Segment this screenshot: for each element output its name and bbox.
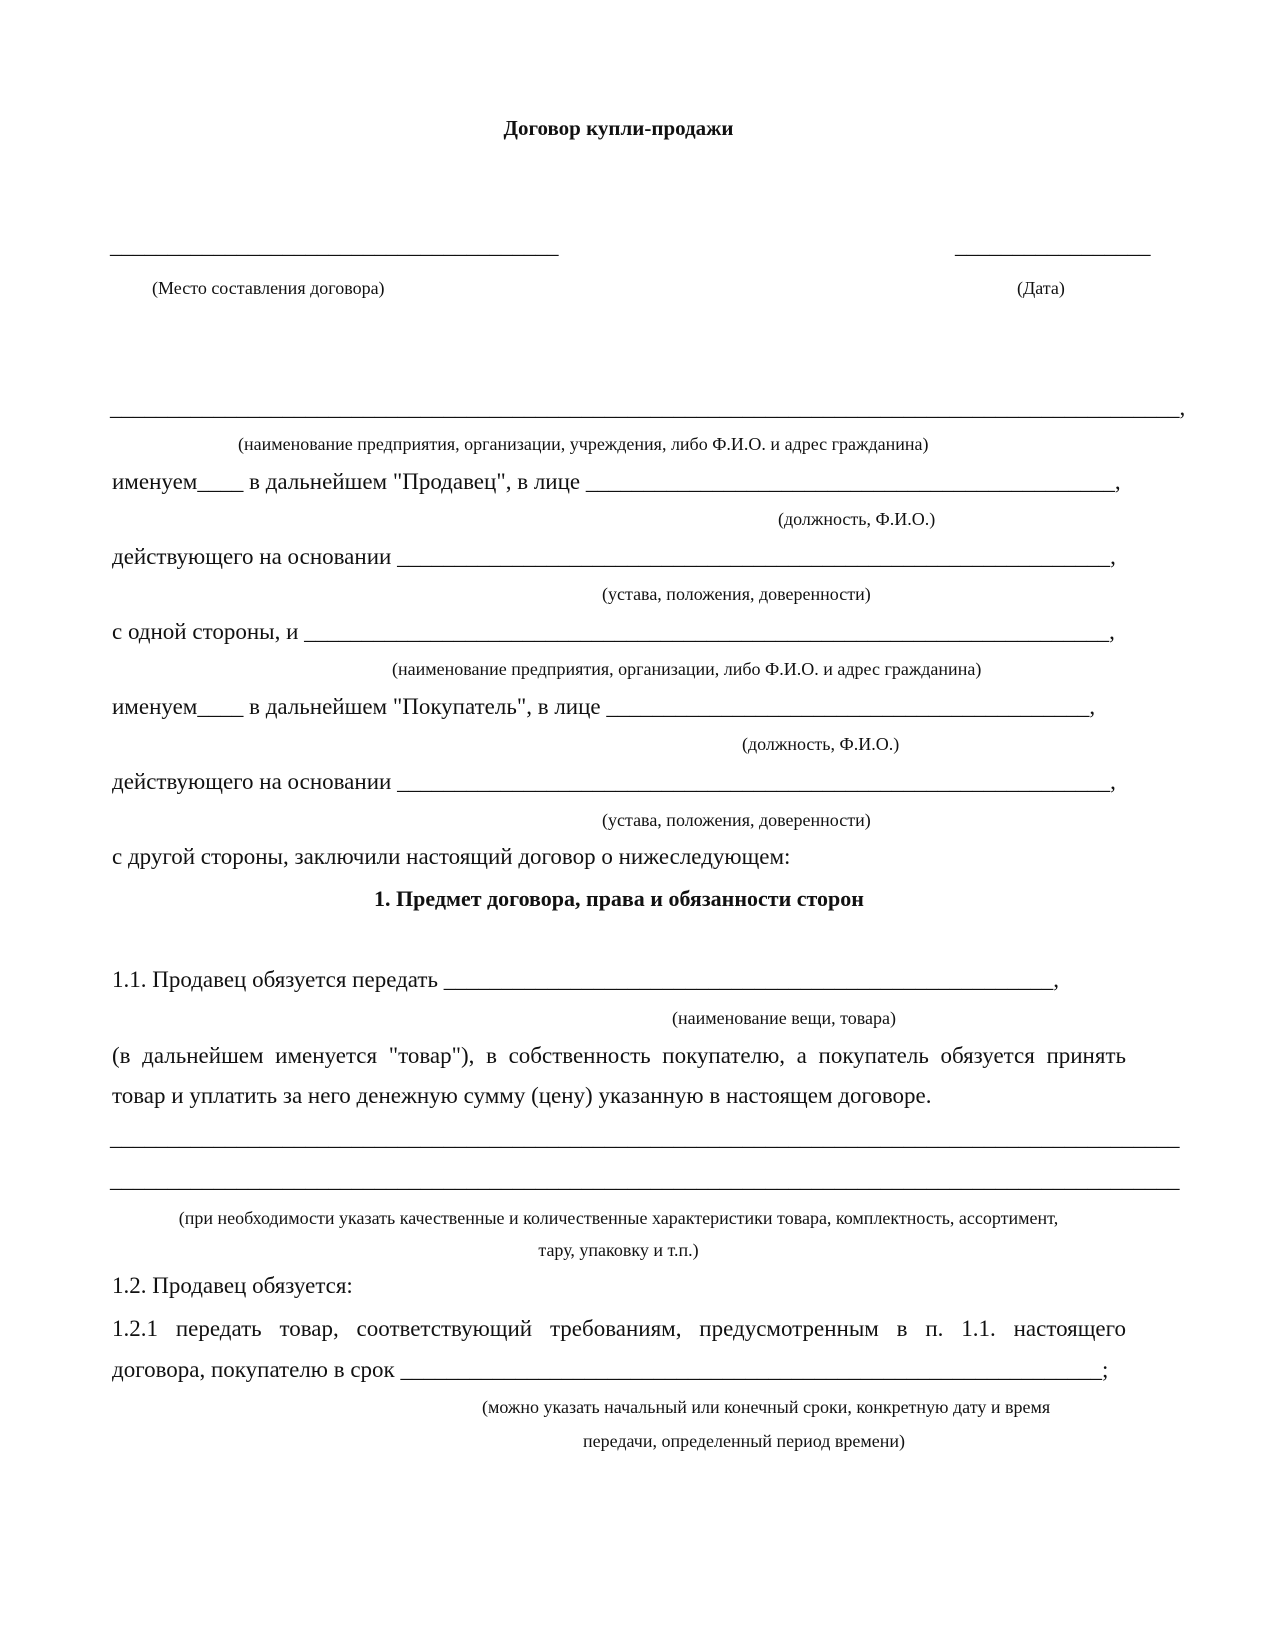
characteristics-blank-line-1: _____________________________________________________________________________________________	[110, 1125, 1180, 1150]
clause-1-2-1-caption-line-1: (можно указать начальный или конечный сроки, конкретную дату и время	[482, 1397, 1051, 1417]
clause-1-1-line: 1.1. Продавец обязуется передать _____________________________________________________,	[112, 967, 1059, 992]
document-title: Договор купли-продажи	[503, 116, 734, 140]
place-blank-line: _______________________________________	[110, 233, 559, 258]
date-caption: (Дата)	[1017, 278, 1065, 298]
clause-1-2-1-line-1: 1.2.1 передать товар, соответствующий требованиям, предусмотренным в п. 1.1. настоящего	[112, 1316, 1126, 1341]
date-blank-line: _________________	[955, 233, 1151, 258]
buyer-basis-line: действующего на основании ______________________________________________________________,	[112, 769, 1116, 794]
clause-1-2-1-line-2: договора, покупателю в срок _____________________________________________________________;	[112, 1357, 1109, 1382]
buyer-name-caption: (наименование предприятия, организации, либо Ф.И.О. и адрес гражданина)	[392, 659, 982, 679]
seller-representative-caption: (должность, Ф.И.О.)	[778, 509, 936, 529]
clause-1-1-continuation-line-1: (в дальнейшем именуется "товар"), в собственность покупателю, а покупатель обязуется принять	[112, 1043, 1126, 1068]
seller-basis-line: действующего на основании ______________________________________________________________,	[112, 544, 1116, 569]
characteristics-caption-line-2: тару, упаковку и т.п.)	[538, 1240, 699, 1260]
buyer-basis-caption: (устава, положения, доверенности)	[602, 810, 871, 830]
buyer-representative-line: именуем____ в дальнейшем "Покупатель", в лице __________________________________________,	[112, 694, 1096, 719]
section-1-heading: 1. Предмет договора, права и обязанности сторон	[374, 886, 864, 911]
seller-basis-caption: (устава, положения, доверенности)	[602, 584, 871, 604]
agreement-intro-line: с другой стороны, заключили настоящий договор о нижеследующем:	[112, 844, 791, 869]
seller-representative-line: именуем____ в дальнейшем "Продавец", в лице ______________________________________________,	[112, 469, 1121, 494]
clause-1-2-line: 1.2. Продавец обязуется:	[112, 1273, 353, 1298]
buyer-name-line: с одной стороны, и ______________________________________________________________________,	[112, 619, 1115, 644]
buyer-representative-caption: (должность, Ф.И.О.)	[742, 734, 900, 754]
place-caption: (Место составления договора)	[152, 278, 385, 298]
clause-1-1-continuation-line-2: товар и уплатить за него денежную сумму (цену) указанную в настоящем договоре.	[112, 1083, 932, 1108]
characteristics-caption-line-1: (при необходимости указать качественные и количественные характеристики товара, комплектность, ассортимент,	[178, 1208, 1059, 1228]
clause-1-2-1-caption-line-2: передачи, определенный период времени)	[583, 1431, 906, 1451]
seller-name-blank-line: _____________________________________________________________________________________________,	[110, 395, 1186, 420]
clause-1-1-caption: (наименование вещи, товара)	[672, 1008, 897, 1028]
seller-name-caption: (наименование предприятия, организации, учреждения, либо Ф.И.О. и адрес гражданина)	[238, 434, 929, 454]
characteristics-blank-line-2: _____________________________________________________________________________________________	[110, 1167, 1180, 1192]
